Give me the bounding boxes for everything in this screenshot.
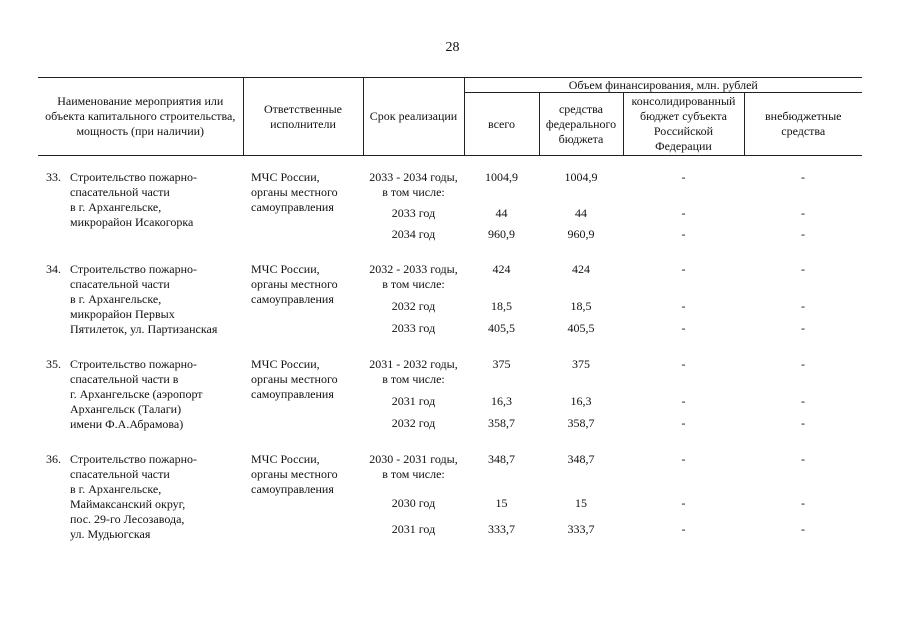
extra-cell-line: - <box>801 416 805 431</box>
table-row <box>38 262 862 293</box>
item-name-line: микрорайон Исакогорка <box>70 215 194 229</box>
total-cell <box>464 221 539 242</box>
item-name-cell <box>38 357 243 432</box>
term-cell <box>363 452 464 490</box>
item-name <box>70 357 203 432</box>
item-name-cell <box>38 170 243 242</box>
term-cell <box>363 293 464 315</box>
term-cell-line: 2033 - 2034 годы, <box>369 170 458 184</box>
regional-cell-line: - <box>681 206 686 220</box>
total-cell <box>464 170 539 200</box>
page-number: 28 <box>445 40 460 55</box>
total-cell-line: 333,7 <box>488 521 515 536</box>
item-name-line: Строительство пожарно- <box>70 170 198 184</box>
item-name <box>70 452 197 542</box>
regional-cell <box>623 490 744 516</box>
extra-cell-line: - <box>801 452 805 466</box>
regional-cell-line: - <box>681 262 686 276</box>
item-executors-line: самоуправления <box>251 292 334 306</box>
table-row <box>38 452 862 490</box>
item-executors-line: органы местного <box>251 277 338 291</box>
regional-cell <box>623 293 744 315</box>
header-funding: Объем финансирования, млн. рублей <box>464 78 862 93</box>
total-cell <box>464 516 539 542</box>
header-extra: внебюджетные средства <box>744 93 862 156</box>
term-cell-line: в том числе: <box>382 277 445 291</box>
term-cell <box>363 388 464 410</box>
federal-cell-line: 1004,9 <box>564 170 598 184</box>
extra-cell <box>744 410 862 432</box>
total-cell-line: 375 <box>492 357 511 371</box>
term-cell <box>363 516 464 542</box>
total-cell <box>464 293 539 315</box>
total-cell <box>464 262 539 293</box>
item-name <box>70 262 217 337</box>
extra-cell <box>744 200 862 221</box>
federal-cell-line: 15 <box>575 495 587 510</box>
regional-cell <box>623 170 744 200</box>
extra-cell-line: - <box>801 495 805 510</box>
item-name-line: Архангельск (Талаги) <box>70 402 182 416</box>
total-cell <box>464 490 539 516</box>
item-name-line: микрорайон Первых <box>70 307 175 321</box>
regional-cell-line: - <box>681 357 686 371</box>
item-name-line: Маймаксанский округ, <box>70 497 186 511</box>
term-cell <box>363 170 464 200</box>
total-cell <box>464 357 539 388</box>
term-cell-line: в том числе: <box>382 185 445 199</box>
total-cell-line: 405,5 <box>488 321 515 336</box>
extra-cell-line: - <box>801 170 805 184</box>
header-term: Срок реализации <box>363 78 464 156</box>
item-executors <box>243 170 363 242</box>
regional-cell <box>623 315 744 337</box>
item-executors-line: МЧС России, <box>251 170 320 184</box>
item-name-line: спасательной части <box>70 467 170 481</box>
extra-cell <box>744 315 862 337</box>
federal-cell <box>539 315 623 337</box>
total-cell-line: 358,7 <box>488 416 515 431</box>
federal-cell-line: 16,3 <box>570 394 592 409</box>
term-cell-line: 2033 год <box>391 206 436 220</box>
item-number: 36. <box>46 452 61 466</box>
regional-cell-line: - <box>681 495 686 510</box>
item-executors-line: самоуправления <box>251 200 334 214</box>
extra-cell <box>744 516 862 542</box>
regional-cell-line: - <box>681 521 686 536</box>
item-executors-line: МЧС России, <box>251 357 320 371</box>
total-cell-line: 44 <box>495 206 508 220</box>
regional-cell <box>623 262 744 293</box>
term-cell <box>363 410 464 432</box>
table-row <box>38 170 862 200</box>
item-name-line: спасательной части <box>70 277 170 291</box>
total-cell <box>464 452 539 490</box>
regional-cell <box>623 452 744 490</box>
table-row <box>38 357 862 388</box>
item-name-line: ул. Мудьюгская <box>70 527 151 541</box>
federal-cell <box>539 357 623 388</box>
total-cell <box>464 410 539 432</box>
item-number: 33. <box>46 170 61 184</box>
total-cell-line: 1004,9 <box>485 170 518 184</box>
federal-cell-line: 18,5 <box>570 299 592 314</box>
total-cell <box>464 315 539 337</box>
item-name-line: в г. Архангельске, <box>70 200 162 214</box>
header-federal: средства федерального бюджета <box>539 93 623 156</box>
item-executors-line: самоуправления <box>251 387 334 401</box>
term-cell-line: в том числе: <box>382 467 445 481</box>
federal-cell <box>539 452 623 490</box>
item-name-line: пос. 29-го Лесозавода, <box>70 512 185 526</box>
item-executors-line: органы местного <box>251 372 338 386</box>
funding-table <box>38 77 862 542</box>
federal-cell-line: 44 <box>575 206 587 220</box>
regional-cell-line: - <box>681 321 686 336</box>
extra-cell-line: - <box>801 394 805 409</box>
federal-cell-line: 375 <box>572 357 590 371</box>
regional-cell <box>623 516 744 542</box>
header-regional: консолидированный бюджет субъекта Российской Федерации <box>623 93 744 156</box>
extra-cell-line: - <box>801 321 805 336</box>
term-cell-line: 2030 - 2031 годы, <box>369 452 458 466</box>
extra-cell <box>744 357 862 388</box>
row-spacer <box>38 156 862 171</box>
federal-cell <box>539 410 623 432</box>
extra-cell-line: - <box>801 262 805 276</box>
federal-cell-line: 960,9 <box>567 227 595 241</box>
regional-cell <box>623 388 744 410</box>
item-name-line: Строительство пожарно- <box>70 357 198 371</box>
item-name-line: имени Ф.А.Абрамова) <box>70 417 184 431</box>
federal-cell-line: 358,7 <box>567 416 595 431</box>
regional-cell-line: - <box>681 416 686 431</box>
federal-cell-line: 405,5 <box>567 321 595 336</box>
item-name-line: спасательной части в <box>70 372 179 386</box>
item-executors-line: МЧС России, <box>251 452 320 466</box>
item-name-line: Строительство пожарно- <box>70 262 198 276</box>
total-cell-line: 348,7 <box>488 452 515 466</box>
item-name-line: в г. Архангельске, <box>70 482 162 496</box>
item-number: 35. <box>46 357 61 371</box>
extra-cell-line: - <box>801 227 805 241</box>
extra-cell <box>744 221 862 242</box>
federal-cell-line: 424 <box>572 262 590 276</box>
item-name-line: спасательной части <box>70 185 170 199</box>
term-cell <box>363 357 464 388</box>
federal-cell <box>539 200 623 221</box>
row-spacer <box>38 337 862 357</box>
item-name-line: Пятилеток, ул. Партизанская <box>70 322 218 336</box>
extra-cell <box>744 293 862 315</box>
federal-cell-line: 333,7 <box>567 521 595 536</box>
extra-cell <box>744 170 862 200</box>
term-cell <box>363 490 464 516</box>
regional-cell-line: - <box>681 452 686 466</box>
total-cell <box>464 388 539 410</box>
item-name-cell <box>38 262 243 337</box>
term-cell-line: 2030 год <box>391 495 436 510</box>
item-executors-line: органы местного <box>251 467 338 481</box>
item-name-line: в г. Архангельске, <box>70 292 162 306</box>
header-executors: Ответственные исполнители <box>243 78 363 156</box>
federal-cell <box>539 516 623 542</box>
regional-cell <box>623 221 744 242</box>
regional-cell-line: - <box>681 299 686 314</box>
regional-cell-line: - <box>681 394 686 409</box>
item-name <box>70 170 197 230</box>
item-executors-line: органы местного <box>251 185 338 199</box>
item-executors <box>243 357 363 432</box>
regional-cell <box>623 410 744 432</box>
term-cell-line: 2034 год <box>391 227 436 241</box>
federal-cell <box>539 170 623 200</box>
extra-cell-line: - <box>801 299 805 314</box>
term-cell-line: в том числе: <box>382 372 445 386</box>
item-executors-line: самоуправления <box>251 482 334 496</box>
extra-cell-line: - <box>801 521 805 536</box>
federal-cell <box>539 221 623 242</box>
item-executors <box>243 262 363 337</box>
extra-cell <box>744 490 862 516</box>
total-cell-line: 18,5 <box>491 299 512 314</box>
extra-cell <box>744 452 862 490</box>
total-cell-line: 424 <box>492 262 511 276</box>
term-cell-line: 2032 - 2033 годы, <box>369 262 458 276</box>
federal-cell <box>539 262 623 293</box>
item-executors <box>243 452 363 542</box>
term-cell-line: 2031 год <box>391 521 436 536</box>
federal-cell-line: 348,7 <box>567 452 595 466</box>
term-cell <box>363 315 464 337</box>
extra-cell-line: - <box>801 357 805 371</box>
total-cell <box>464 200 539 221</box>
regional-cell-line: - <box>681 227 686 241</box>
item-executors-line: МЧС России, <box>251 262 320 276</box>
header-name: Наименование мероприятия или объекта капитального строительства, мощность (при наличии) <box>38 78 243 156</box>
row-spacer <box>38 242 862 262</box>
federal-cell <box>539 293 623 315</box>
header-total: всего <box>464 93 539 156</box>
regional-cell <box>623 357 744 388</box>
total-cell-line: 15 <box>495 495 508 510</box>
term-cell-line: 2033 год <box>391 321 436 336</box>
term-cell-line: 2031 - 2032 годы, <box>369 357 458 371</box>
item-name-line: Строительство пожарно- <box>70 452 198 466</box>
term-cell-line: 2032 год <box>391 299 436 314</box>
row-spacer <box>38 432 862 452</box>
term-cell <box>363 200 464 221</box>
regional-cell-line: - <box>681 170 686 184</box>
extra-cell <box>744 262 862 293</box>
extra-cell-line: - <box>801 206 805 220</box>
total-cell-line: 960,9 <box>488 227 515 241</box>
item-name-line: г. Архангельске (аэропорт <box>70 387 203 401</box>
term-cell-line: 2032 год <box>391 416 436 431</box>
regional-cell <box>623 200 744 221</box>
table-header <box>38 78 862 156</box>
extra-cell <box>744 388 862 410</box>
term-cell <box>363 221 464 242</box>
federal-cell <box>539 490 623 516</box>
table-body <box>38 156 862 543</box>
term-cell-line: 2031 год <box>391 394 436 409</box>
total-cell-line: 16,3 <box>491 394 512 409</box>
item-name-cell <box>38 452 243 542</box>
item-number: 34. <box>46 262 61 276</box>
federal-cell <box>539 388 623 410</box>
term-cell <box>363 262 464 293</box>
